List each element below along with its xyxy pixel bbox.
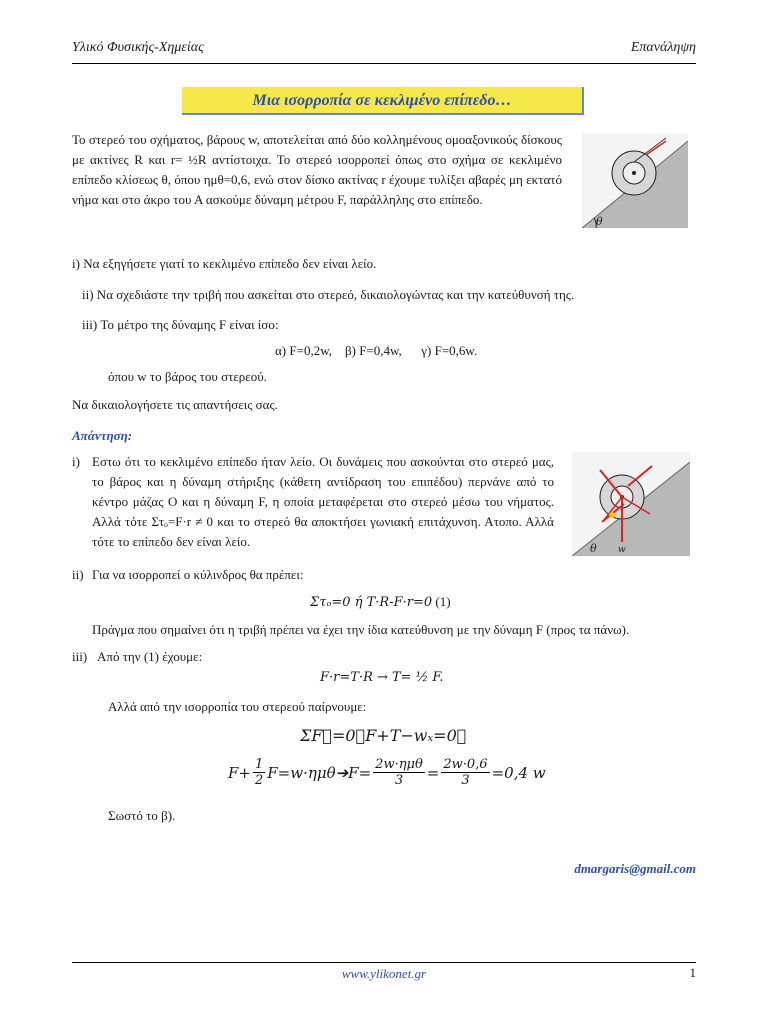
force-f-arrow: [628, 466, 652, 486]
eq-final-mid: F=w·ημθ➔F=: [267, 763, 372, 782]
theta-label: θ: [596, 215, 603, 228]
answer-2-text: Για να ισορροπεί ο κύλινδρος θα πρέπει:: [92, 567, 304, 582]
footer-divider: [72, 962, 696, 963]
question-3: iii) Το μέτρο της δύναμης F είναι ίσο:: [82, 317, 279, 332]
answer-2-label: ii): [72, 567, 84, 582]
question-1: i) Να εξηγήσετε γιατί το κεκλιμένο επίπεδο δεν είναι λείο.: [72, 256, 377, 271]
question-justify: Να δικαιολογήσετε τις απαντήσεις σας.: [72, 397, 278, 412]
weight-label: w: [618, 545, 626, 555]
theta-label-2: θ: [590, 542, 597, 555]
equation-sum-forces: ΣF⃗=0➔F+T−wₓ=0➔: [300, 726, 467, 745]
answer-2-conclusion: Πράγμα που σημαίνει ότι η τριβή πρέπει να έχει την ίδια κατεύθυνση με την δύναμη F (προς τα πάνω).: [92, 622, 630, 637]
fraction-half: [253, 757, 265, 788]
answer-1-label: i): [72, 454, 80, 469]
fraction-3: [441, 757, 489, 788]
figure-incline-disks: [582, 133, 688, 228]
incline-disk-diagram: [582, 133, 688, 228]
answer-1-text: Εστω ότι το κεκλιμένο επίπεδο ήταν λείο. Οι δυνάμεις που ασκούνται στο στερεό μας, το βάρος και η δύναμη στήριξης (κάθετη αντίδραση του επιπέδου) περνάνε από το κέντρο μάζας Ο και η δύναμη F, η οποία μεταφέρεται στο στερεό μέσω του νήματος. Αλλά τότε Στₒ=F·r ≠ 0 και το στερεό θα αποκτήσει γωνιακή επιτάχυνση. Ατοπο. Αλλά τότε το επίπεδο δεν είναι λείο.: [92, 454, 554, 549]
answer-3-text: Από την (1) έχουμε:: [97, 649, 203, 664]
figure-forces: [572, 452, 690, 556]
eq-result: =0,4 w: [491, 763, 546, 782]
intro-paragraph: Το στερεό του σχήματος, βάρους w, αποτελείται από δύο κολλημένους ομοαξονικούς δίσκους με ακτίνες R και r= ½R αντίστοιχα. Το στερεό ισορροπεί όπως στο σχήμα σε κεκλιμένο επίπεδο κλίσεως θ, όπου ημθ=0,6, ενώ στον δίσκο ακτίνας r έχουμε τυλίξει αβαρές μη εκτατό νήμα και στο άκρο του Α ασκούμε δύναμη μέτρου F, παράλληλης στο επίπεδο.: [72, 132, 562, 207]
header-divider: [72, 63, 696, 64]
answer-title: Απάντηση:: [72, 428, 133, 443]
page-title: Μια ισορροπία σε κεκλιμένο επίπεδο…: [182, 87, 584, 115]
footer-url[interactable]: www.ylikonet.gr: [341, 966, 427, 981]
equation-final: F+ $\frac{1}{2}$ F=w·ημθ➔F= 2w·ημθ 3 = $\frac{2w\cdot 0,6}{3}$ =0,4 w: [228, 757, 546, 788]
answer-2-equation: [310, 592, 451, 613]
author-email[interactable]: dmargaris@gmail.com: [574, 861, 696, 876]
answer-2-eq-num: (1): [435, 594, 451, 609]
contact-point: [609, 512, 615, 518]
question-options: α) F=0,2w, β) F=0,4w, γ) F=0,6w.: [275, 343, 478, 358]
frac3-num: 2w·0,6: [443, 757, 488, 772]
frac1-num: 1: [254, 757, 264, 772]
frac2-den: 3: [394, 773, 404, 788]
fraction-2: [373, 757, 425, 788]
frac1-den: 2: [254, 773, 264, 788]
force-arrow: [646, 141, 666, 155]
frac3-den: 3: [461, 773, 470, 788]
frac2-num: 2w·ημθ: [375, 757, 423, 772]
answer-3-text2: Αλλά από την ισορροπία του στερεού παίρνουμε:: [108, 699, 367, 714]
header-left: Υλικό Φυσικής-Χημείας: [72, 40, 204, 55]
answer-3-label: iii): [72, 649, 88, 664]
answer-3-equation: F·r=T·R → T= ½ F.: [320, 670, 444, 685]
answer-2-eq: Στₒ=0 ή T·R-F·r=0: [310, 595, 433, 610]
center-label: O: [612, 495, 620, 505]
eq-final-lhs: F+: [228, 763, 251, 782]
disk-center: [632, 171, 636, 175]
answer-correct: Σωστό το β).: [108, 808, 176, 823]
header-right: Επανάληψη: [630, 40, 696, 55]
forces-diagram: [572, 452, 690, 556]
question-2: ii) Να σχεδιάστε την τριβή που ασκείται στο στερεό, δικαιολογώντας και την κατεύθυνσή της.: [82, 287, 575, 302]
page-number: 1: [689, 965, 696, 980]
question-note: όπου w το βάρος του στερεού.: [108, 369, 267, 384]
